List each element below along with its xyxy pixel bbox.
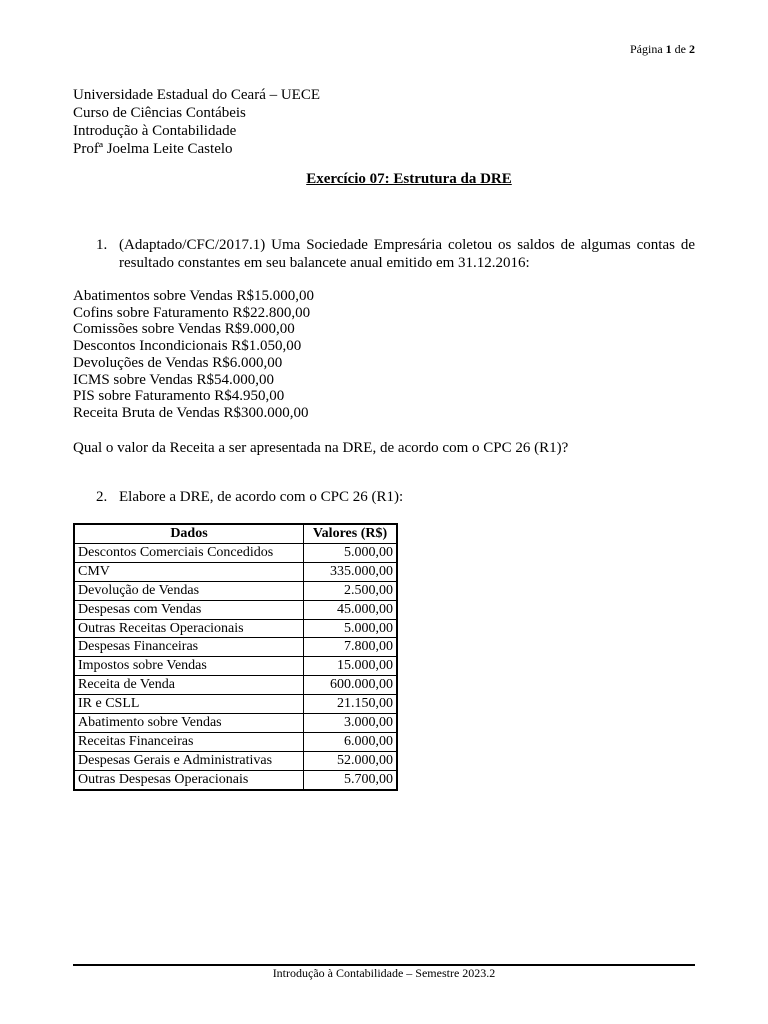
row-label: Despesas com Vendas (74, 600, 304, 619)
row-label: CMV (74, 562, 304, 581)
table-row (74, 751, 397, 770)
list-item: Devoluções de Vendas R$6.000,00 (73, 354, 283, 371)
table-row (74, 619, 397, 638)
row-value: 5.700,00 (304, 770, 398, 789)
professor-name: Profª Joelma Leite Castelo (73, 141, 233, 157)
row-label: Outras Despesas Operacionais (74, 770, 304, 789)
table-row (74, 732, 397, 751)
row-label: Receitas Financeiras (74, 732, 304, 751)
row-label: Despesas Gerais e Administrativas (74, 751, 304, 770)
question-1-text: (Adaptado/CFC/2017.1) Uma Sociedade Empresária coletou os saldos de algumas contas de resultado constantes em seu balancete anual emitido em 31.12.2016: (119, 237, 695, 271)
subject-name: Introdução à Contabilidade (73, 123, 237, 139)
question-2-text: Elabore a DRE, de acordo com o CPC 26 (R1): (119, 489, 404, 505)
table-row (74, 600, 397, 619)
row-value: 5.000,00 (304, 543, 398, 562)
list-item: Descontos Incondicionais R$1.050,00 (73, 338, 302, 355)
table-row (74, 638, 397, 657)
page-of: de (674, 42, 686, 56)
row-value: 45.000,00 (304, 600, 398, 619)
question-1-prompt: Qual o valor da Receita a ser apresentada na DRE, de acordo com o CPC 26 (R1)? (73, 440, 569, 456)
row-label: Receita de Venda (74, 676, 304, 695)
table-row (74, 695, 397, 714)
page-footer: Introdução à Contabilidade – Semestre 2023.2 (272, 966, 496, 980)
page-current: 1 (665, 42, 672, 56)
data-table (73, 523, 398, 791)
table-row (74, 581, 397, 600)
exercise-title: Exercício 07: Estrutura da DRE (306, 171, 512, 187)
question-2-number: 2. (96, 489, 108, 505)
table-row (74, 562, 397, 581)
table-header-row (74, 524, 397, 543)
row-value: 5.000,00 (304, 619, 398, 638)
row-label: IR e CSLL (74, 695, 304, 714)
question-1-number: 1. (96, 237, 108, 253)
table-row (74, 657, 397, 676)
row-value: 2.500,00 (304, 581, 398, 600)
table-row (74, 770, 397, 789)
row-value: 7.800,00 (304, 638, 398, 657)
document-header (73, 86, 320, 158)
list-item: Abatimentos sobre Vendas R$15.000,00 (73, 288, 314, 304)
row-label: Despesas Financeiras (74, 638, 304, 657)
row-label: Outras Receitas Operacionais (74, 619, 304, 638)
list-item: PIS sobre Faturamento R$4.950,00 (73, 388, 285, 405)
row-label: Abatimento sobre Vendas (74, 714, 304, 733)
question-2 (73, 489, 403, 506)
list-item: Cofins sobre Faturamento R$22.800,00 (73, 304, 311, 321)
account-list (73, 288, 314, 422)
course-name: Curso de Ciências Contábeis (73, 105, 246, 121)
university-name: Universidade Estadual do Ceará – UECE (73, 87, 321, 103)
row-label: Impostos sobre Vendas (74, 657, 304, 676)
column-header-dados: Dados (74, 524, 304, 543)
page-number (630, 42, 695, 57)
row-value: 15.000,00 (304, 657, 398, 676)
page-label: Página (630, 42, 663, 56)
row-label: Devolução de Vendas (74, 581, 304, 600)
column-header-valores: Valores (R$) (304, 524, 398, 543)
row-value: 21.150,00 (304, 695, 398, 714)
table-row (74, 543, 397, 562)
row-value: 3.000,00 (304, 714, 398, 733)
row-value: 600.000,00 (304, 676, 398, 695)
row-value: 52.000,00 (304, 751, 398, 770)
row-value: 335.000,00 (304, 562, 398, 581)
question-1 (73, 236, 695, 272)
list-item: Comissões sobre Vendas R$9.000,00 (73, 321, 295, 338)
table-row (74, 714, 397, 733)
row-label: Descontos Comerciais Concedidos (74, 543, 304, 562)
page-total: 2 (689, 42, 695, 56)
row-value: 6.000,00 (304, 732, 398, 751)
list-item: Receita Bruta de Vendas R$300.000,00 (73, 404, 309, 421)
list-item: ICMS sobre Vendas R$54.000,00 (73, 371, 274, 388)
table-row (74, 676, 397, 695)
